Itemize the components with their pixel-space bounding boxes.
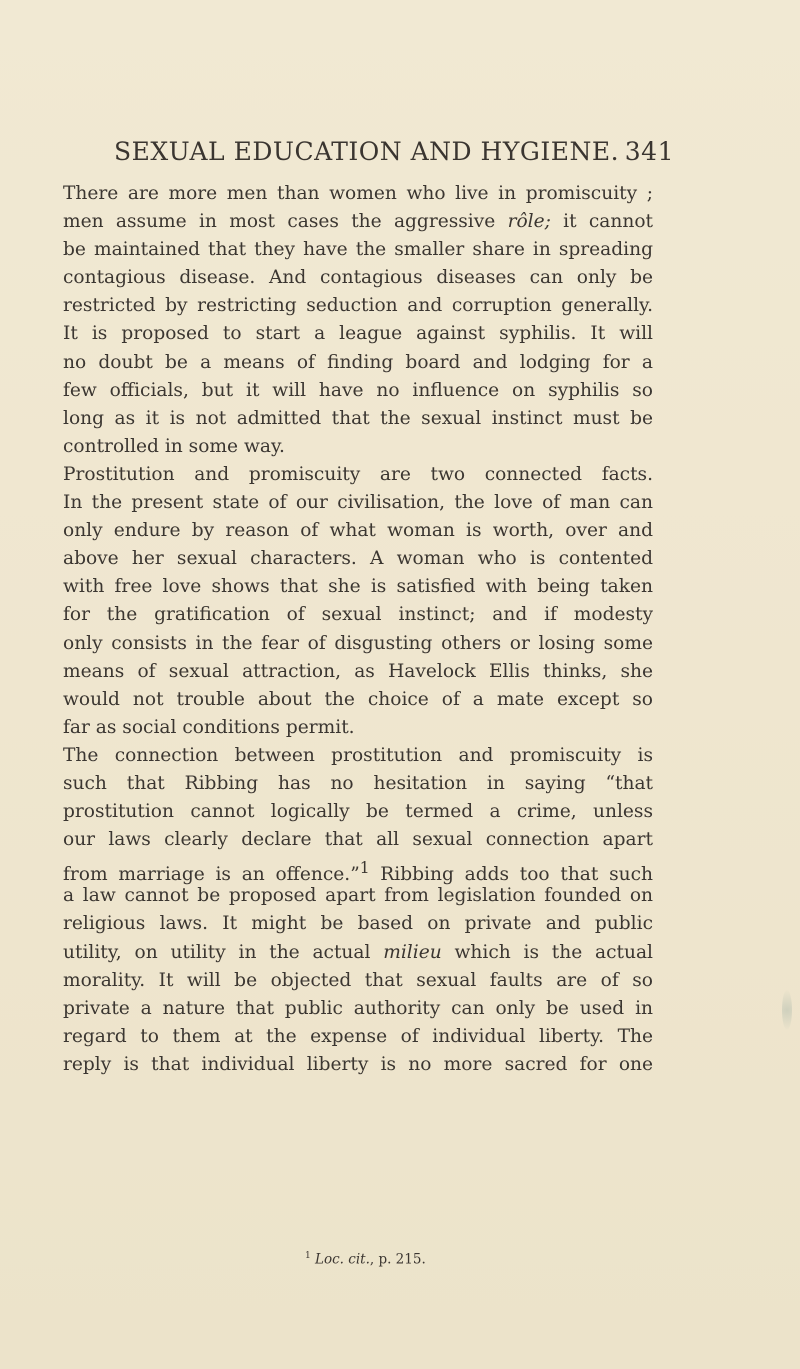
text-line: be maintained that they have the smaller share in spreading — [63, 239, 653, 261]
footnote-reference[interactable]: 1 — [359, 859, 370, 878]
footnote — [305, 1251, 426, 1268]
page-number: 341 — [624, 137, 674, 166]
text-line: In the present state of our civilisation, the love of man can — [63, 492, 653, 514]
text-line: for the gratification of sexual instinct; and if modesty — [63, 604, 653, 626]
text-line: utility, on utility in the actual milieu which is the actual — [63, 941, 653, 963]
running-head — [114, 137, 674, 173]
text-line: a law cannot be proposed apart from legislation founded on — [63, 885, 653, 907]
text-line: with free love shows that she is satisfied with being taken — [63, 576, 653, 598]
footnote-page: , p. 215. — [369, 1251, 426, 1268]
body-text — [63, 180, 653, 1079]
text-line: controlled in some way. — [63, 435, 285, 457]
text-line: prostitution cannot logically be termed a crime, unless — [63, 801, 653, 823]
text-line: The connection between prostitution and promiscuity is — [63, 744, 653, 766]
text-line: It is proposed to start a league against syphilis. It will — [63, 323, 653, 345]
text-line: few officials, but it will have no influence on syphilis so — [63, 379, 653, 401]
text-line: would not trouble about the choice of a mate except so — [63, 688, 653, 710]
text-line: such that Ribbing has no hesitation in saying “that — [63, 772, 653, 794]
text-line: religious laws. It might be based on private and public — [63, 913, 653, 935]
text-line: private a nature that public authority can only be used in — [63, 997, 653, 1019]
text-line: our laws clearly declare that all sexual connection apart — [63, 829, 653, 851]
italic-word: rôle; — [507, 211, 551, 233]
text-line: restricted by restricting seduction and corruption generally. — [63, 295, 653, 317]
text-line: men assume in most cases the aggressive rôle; it cannot — [63, 211, 653, 233]
text-line: reply is that individual liberty is no more sacred for one — [63, 1053, 653, 1075]
text-line: no doubt be a means of finding board and lodging for a — [63, 351, 653, 373]
text-line: means of sexual attraction, as Havelock Ellis thinks, she — [63, 660, 653, 682]
italic-word: milieu — [383, 941, 442, 963]
text-line: There are more men than women who live in promiscuity ; — [63, 183, 653, 204]
text-line: above her sexual characters. A woman who is contented — [63, 548, 653, 570]
running-head-title: SEXUAL EDUCATION AND HYGIENE. — [114, 137, 620, 166]
text-line: far as social conditions permit. — [63, 716, 355, 738]
page-smudge — [782, 990, 792, 1030]
footnote-source: Loc. cit. — [315, 1251, 370, 1268]
text-line: Prostitution and promiscuity are two connected facts. — [63, 463, 653, 485]
text-line: only consists in the fear of disgusting others or losing some — [63, 632, 653, 654]
text-line: only endure by reason of what woman is worth, over and — [63, 520, 653, 542]
text-line: regard to them at the expense of individual liberty. The — [63, 1025, 653, 1047]
text-line: from marriage is an offence.”$^1$ Ribbing adds too that such — [63, 859, 653, 886]
footnote-marker: 1 — [305, 1251, 311, 1261]
text-line: long as it is not admitted that the sexual instinct must be — [63, 407, 653, 429]
text-line: morality. It will be objected that sexual faults are of so — [63, 969, 653, 991]
text-line: contagious disease. And contagious diseases can only be — [63, 267, 653, 289]
